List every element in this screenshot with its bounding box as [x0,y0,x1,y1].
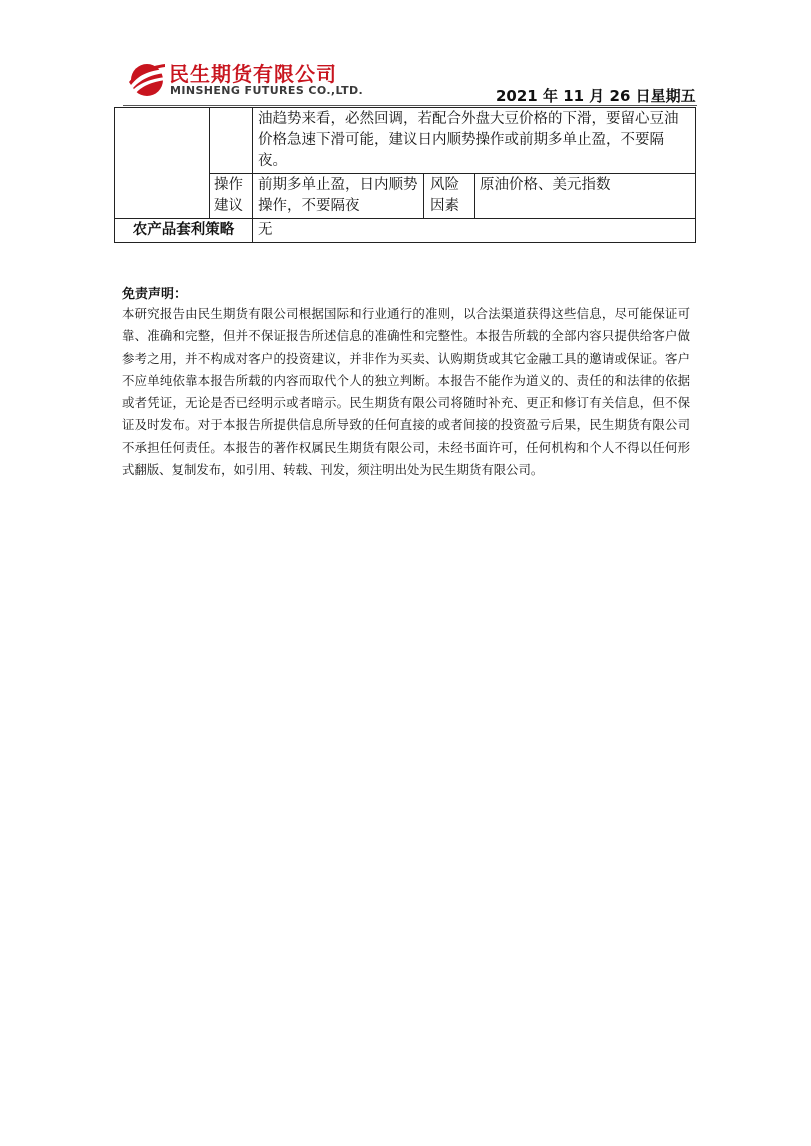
company-name-cn: 民生期货有限公司 [169,62,337,86]
table-row [115,219,696,243]
table-cell-empty [115,108,210,219]
disclaimer-body: 本研究报告由民生期货有限公司根据国际和行业通行的准则，以合法渠道获得这些信息，尽可能保证可靠、准确和完整，但并不保证报告所述信息的准确性和完整性。本报告所载的全部内容只提供给客户做参考之用，并不构成对客户的投资建议，并非作为买卖、认购期货或其它金融工具的邀请或保证。客户不应单纯依靠本报告所载的内容而取代个人的独立判断。本报告不能作为道义的、责任的和法律的依据或者凭证，无论是否已经明示或者暗示。民生期货有限公司将随时补充、更正和修订有关信息，但不保证及时发布。对于本报告所提供信息所导致的任何直接的或者间接的投资盈亏后果，民生期货有限公司不承担任何责任。本报告的著作权属民生期货有限公司，未经书面许可，任何机构和个人不得以任何形式翻版、复制发布，如引用、转载、刊发，须注明出处为民生期货有限公司。 [122,306,690,478]
arb-label: 农产品套利策略 [115,219,253,243]
ops-label: 操作建议 [210,174,253,219]
disclaimer-title: 免责声明： [122,287,188,302]
header-divider [123,105,697,106]
table-cell-empty [210,108,253,174]
company-name-en: MINSHENG FUTURES CO.,LTD. [170,84,364,97]
analysis-continuation: 油趋势来看，必然回调，若配合外盘大豆价格的下滑，要留心豆油价格急速下滑可能，建议日内顺势操作或前期多单止盈，不要隔夜。 [253,108,696,174]
table-row [115,108,696,174]
risk-value: 原油价格、美元指数 [475,174,696,219]
strategy-table [114,107,696,243]
ops-value: 前期多单止盈，日内顺势操作，不要隔夜 [253,174,424,219]
report-date: 2021 年 11 月 26 日星期五 [496,87,696,105]
arb-value: 无 [253,219,696,243]
page-header [0,0,811,110]
company-logo-icon [127,60,167,98]
risk-label: 风险因素 [424,174,475,219]
